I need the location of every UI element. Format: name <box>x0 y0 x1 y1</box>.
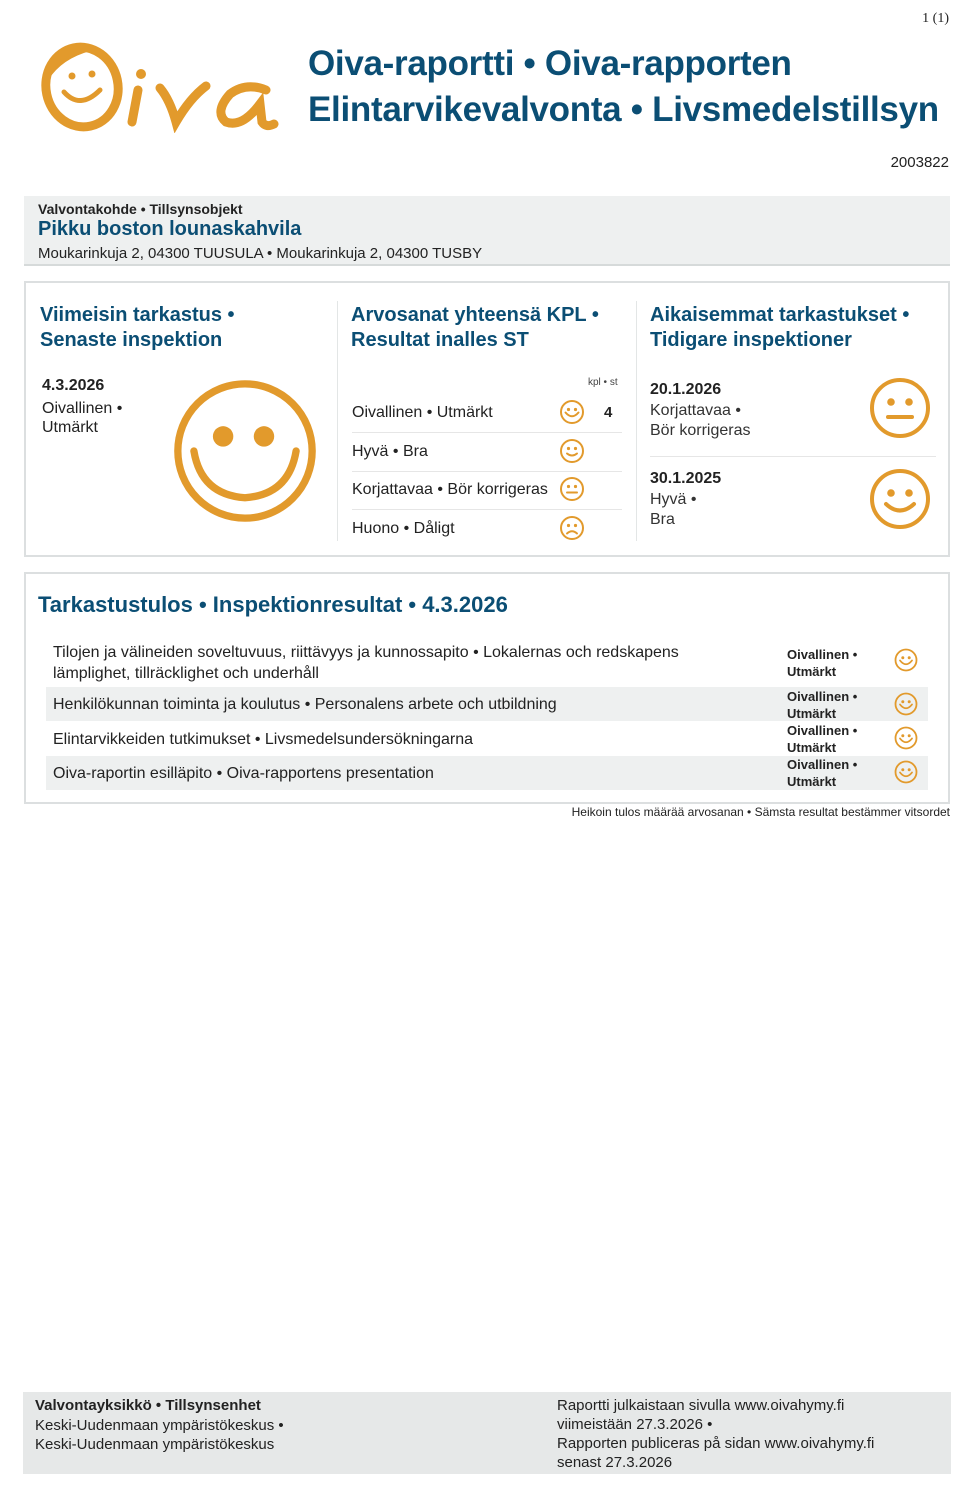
latest-title-line1: Viimeisin tarkastus • <box>40 304 235 326</box>
page-number: 1 (1) <box>922 11 949 26</box>
smiley-neutral-icon <box>868 376 932 440</box>
previous-inspection-item <box>650 381 936 451</box>
summary-panel <box>24 281 950 557</box>
column-divider <box>337 301 338 541</box>
results-title: Tarkastustulos • Inspektionresultat • 4.3.2026 <box>38 592 508 617</box>
inspection-results-panel <box>24 572 950 804</box>
previous-grade-line1: Hyvä • <box>650 491 697 508</box>
previous-title-line1: Aikaisemmat tarkastukset • <box>650 304 910 326</box>
latest-inspection-date: 4.3.2026 <box>42 377 105 394</box>
unit-line1: Keski-Uudenmaan ympäristökeskus • <box>35 1416 284 1434</box>
grade-row-needs-correction <box>352 471 622 509</box>
target-label: Valvontakohde • Tillsynsobjekt <box>38 201 243 217</box>
latest-title-line2: Senaste inspektion <box>40 329 223 351</box>
latest-grade-line1: Oivallinen • <box>42 400 123 417</box>
result-grade <box>787 646 857 680</box>
latest-inspection-title <box>40 303 235 353</box>
result-row <box>46 722 928 756</box>
oiva-logo <box>20 38 280 133</box>
result-grade <box>787 722 857 756</box>
result-row <box>46 687 928 721</box>
grade-row-excellent <box>352 394 622 432</box>
previous-inspections-title <box>650 303 909 353</box>
previous-date: 20.1.2026 <box>650 381 722 398</box>
previous-grade-line1: Korjattavaa • <box>650 402 741 419</box>
row-divider <box>650 456 936 457</box>
grades-title-line2: Resultat inalles ST <box>351 329 529 351</box>
result-grade-line2: Utmärkt <box>787 774 837 789</box>
smiley-excellent-icon <box>894 648 918 672</box>
smiley-excellent-icon <box>894 726 918 750</box>
previous-grade-line2: Bör korrigeras <box>650 422 751 439</box>
grade-label: Oivallinen • Utmärkt <box>352 404 493 421</box>
grade-label: Korjattavaa • Bör korrigeras <box>352 481 548 498</box>
result-grade-line2: Utmärkt <box>787 740 837 755</box>
grades-title-line1: Arvosanat yhteensä KPL • <box>351 304 599 326</box>
report-title-line1: Oiva-raportti • Oiva-rapporten <box>308 44 792 83</box>
smiley-big-icon <box>172 378 318 524</box>
previous-title-line2: Tidigare inspektioner <box>650 329 852 351</box>
smiley-excellent-icon <box>894 692 918 716</box>
count-column-header: kpl • st <box>588 377 618 388</box>
smiley-good-icon <box>868 467 932 531</box>
unit-line2: Keski-Uudenmaan ympäristökeskus <box>35 1436 275 1453</box>
inspection-target-panel <box>24 196 950 266</box>
result-grade-line1: Oivallinen • <box>787 757 858 772</box>
previous-inspection-item <box>650 470 936 540</box>
result-label: Tilojen ja välineiden soveltuvuus, riittävyys ja kunnossapito • Lokalernas och redskapens lämplighet, tillräcklighet och underhåll <box>53 644 679 682</box>
result-label: Oiva-raportin esilläpito • Oiva-rapportens presentation <box>53 765 434 782</box>
document-id: 2003822 <box>890 154 949 171</box>
result-grade-line2: Utmärkt <box>787 664 837 679</box>
result-label: Elintarvikkeiden tutkimukset • Livsmedelsundersökningarna <box>53 731 474 748</box>
grade-count: 4 <box>604 404 613 421</box>
supervision-unit <box>35 1396 284 1455</box>
target-name: Pikku boston lounaskahvila <box>38 218 302 240</box>
grade-row-poor <box>352 510 622 548</box>
latest-grade-line2: Utmärkt <box>42 419 98 436</box>
previous-grade-line2: Bra <box>650 511 675 528</box>
grade-label: Huono • Dåligt <box>352 520 455 537</box>
unit-label: Valvontayksikkö • Tillsynsenhet <box>35 1397 261 1414</box>
result-grade-line1: Oivallinen • <box>787 723 858 738</box>
result-grade-line1: Oivallinen • <box>787 647 858 662</box>
footer-panel <box>23 1392 951 1474</box>
previous-date: 30.1.2025 <box>650 470 722 487</box>
result-grade-line2: Utmärkt <box>787 706 837 721</box>
result-grade <box>787 688 857 722</box>
target-address: Moukarinkuja 2, 04300 TUUSULA • Moukarinkuja 2, 04300 TUSBY <box>38 245 483 262</box>
grades-total-title <box>351 303 599 353</box>
publish-line2: viimeistään 27.3.2026 • <box>557 1416 713 1433</box>
smiley-neutral-icon <box>559 476 585 502</box>
grade-label: Hyvä • Bra <box>352 443 428 460</box>
report-title-line2: Elintarvikevalvonta • Livsmedelstillsyn <box>308 90 939 129</box>
smiley-excellent-icon <box>559 399 585 425</box>
column-divider <box>636 301 637 541</box>
smiley-good-icon <box>559 438 585 464</box>
smiley-sad-icon <box>559 515 585 541</box>
publish-line1: Raportti julkaistaan sivulla www.oivahymy.fi <box>557 1397 845 1414</box>
latest-inspection-grade <box>42 399 152 437</box>
publication-info <box>557 1396 874 1472</box>
result-row <box>46 638 928 686</box>
result-label: Henkilökunnan toiminta ja koulutus • Personalens arbete och utbildning <box>53 696 557 713</box>
grading-note: Heikoin tulos määrää arvosanan • Sämsta resultat bestämmer vitsordet <box>571 805 950 819</box>
publish-line4: senast 27.3.2026 <box>557 1454 673 1471</box>
result-grade-line1: Oivallinen • <box>787 689 858 704</box>
publish-line3: Rapporten publiceras på sidan www.oivahymy.fi <box>557 1435 875 1452</box>
result-row <box>46 756 928 790</box>
smiley-excellent-icon <box>894 760 918 784</box>
grade-row-good <box>352 433 622 471</box>
result-grade <box>787 756 857 790</box>
